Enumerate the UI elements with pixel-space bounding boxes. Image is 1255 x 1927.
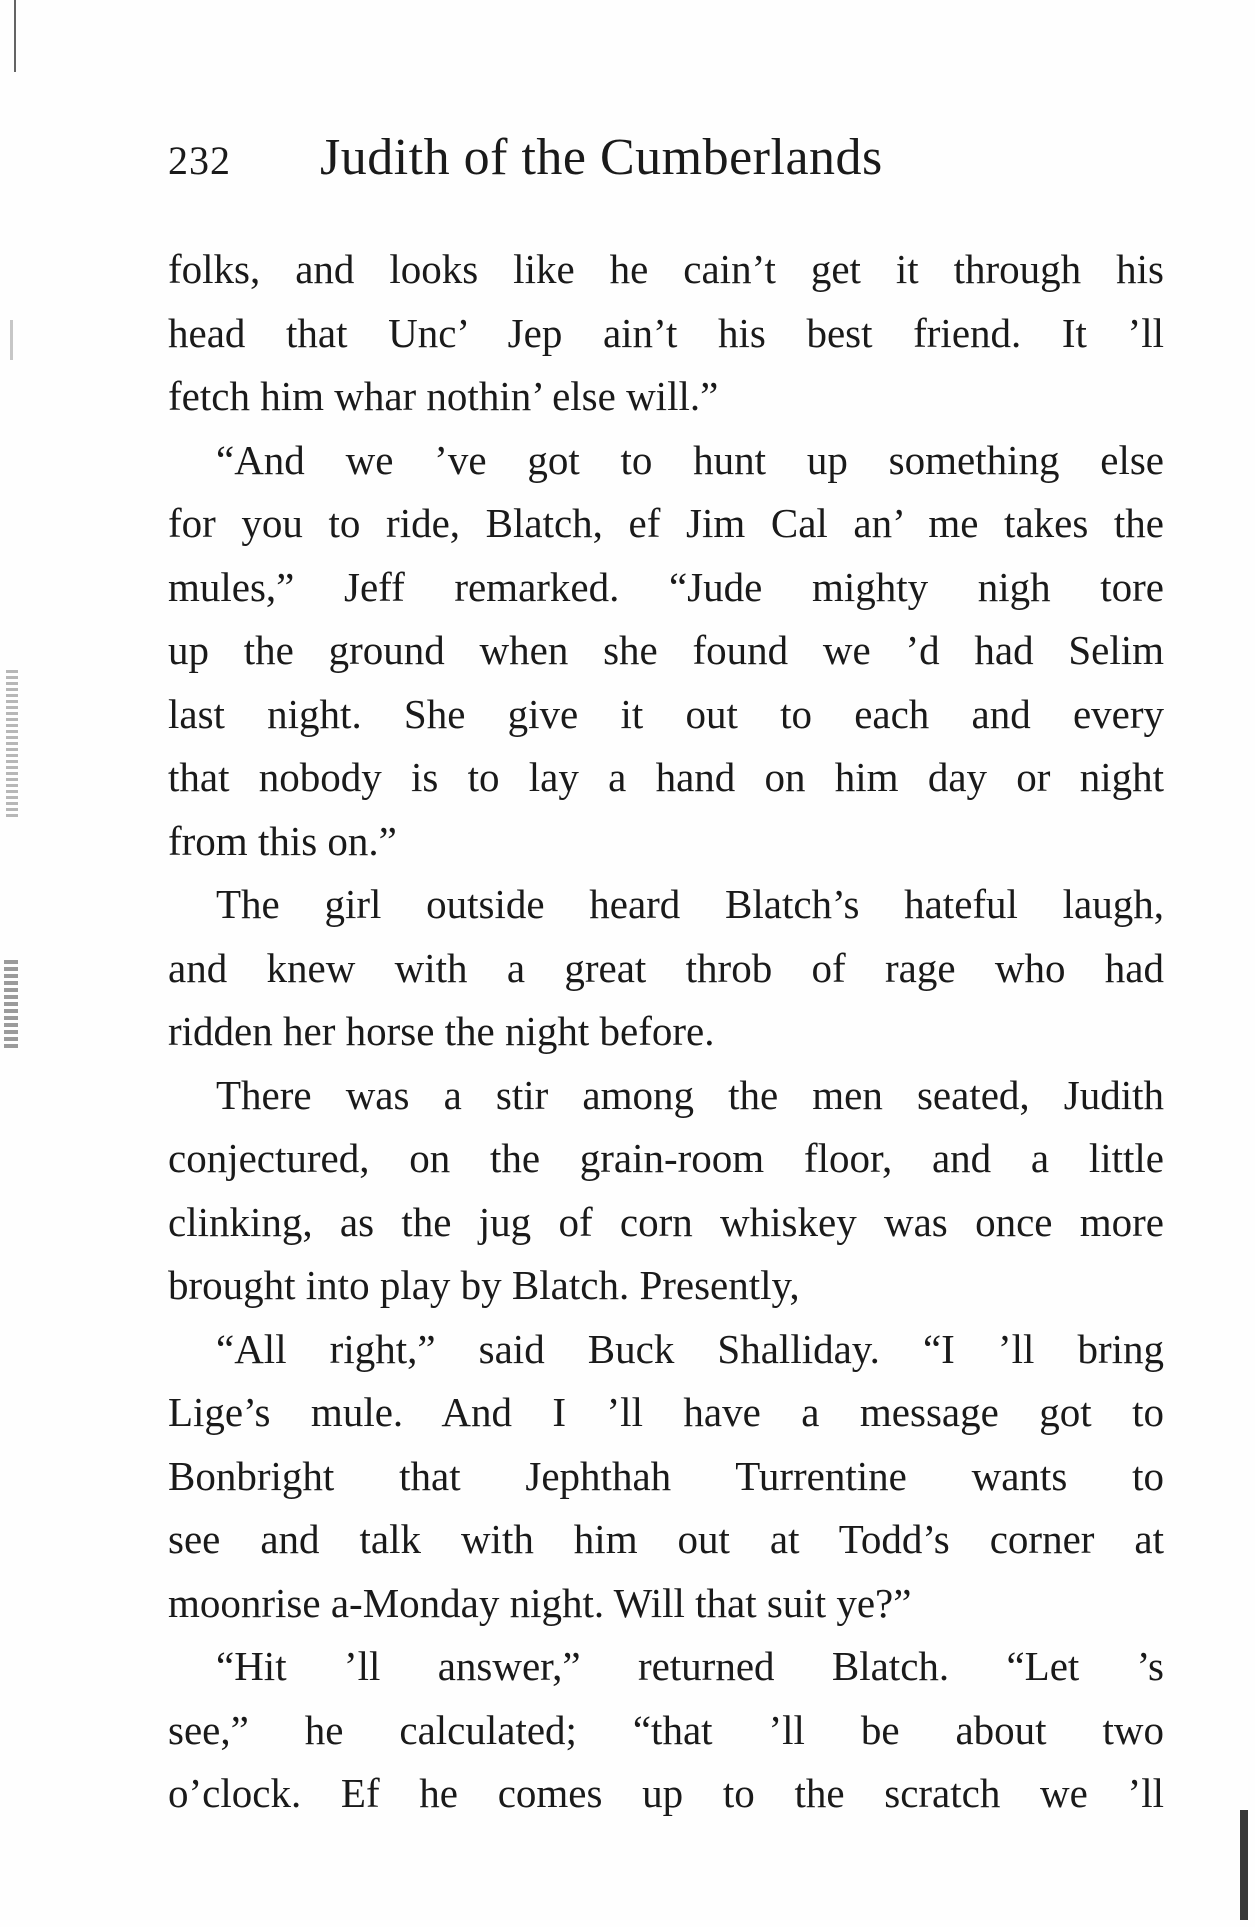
text-line: from this on.” [168,817,397,864]
text-line: There was a stir among the men seated, Judith [216,1071,1164,1118]
text-line: see and talk with him out at Todd’s corner at [168,1516,1164,1562]
text-line: conjectured, on the grain-room floor, and a little [168,1135,1164,1181]
text-line: last night. She give it out to each and every [168,690,1164,737]
page-header [168,128,883,198]
scan-edge-mark [6,670,18,820]
page-number: 232 [168,138,231,183]
scan-edge-mark [10,320,13,360]
text-line: “All right,” said Buck Shalliday. “I ’ll bring [216,1325,1164,1372]
text-line: see,” he calculated; “that ’ll be about two [168,1706,1164,1753]
text-line: head that Unc’ Jep ain’t his best friend. It ’ll [168,309,1164,356]
text-line: brought into play by Blatch. Presently, [168,1262,800,1308]
text-line: Bonbright that Jephthah Turrentine wants to [168,1452,1164,1499]
body-text [168,238,1164,1826]
running-title: Judith of the Cumberlands [320,129,883,186]
text-line: ridden her horse the night before. [168,1008,715,1054]
text-line: up the ground when she found we ’d had Selim [168,627,1164,673]
text-line: The girl outside heard Blatch’s hateful laugh, [216,881,1164,927]
text-line: Lige’s mule. And I ’ll have a message got to [168,1389,1164,1435]
text-line: moonrise a-Monday night. Will that suit ye?” [168,1579,912,1626]
text-line: mules,” Jeff remarked. “Jude mighty nigh tore [168,563,1164,610]
text-line: “And we ’ve got to hunt up something else [216,436,1164,483]
scan-edge-mark [14,0,16,72]
text-line: “Hit ’ll answer,” returned Blatch. “Let ’s [216,1643,1164,1689]
text-line: and knew with a great throb of rage who had [168,944,1164,991]
text-line: o’clock. Ef he comes up to the scratch we ’ll [168,1770,1164,1816]
text-line: for you to ride, Blatch, ef Jim Cal an’ me takes the [168,500,1164,546]
scan-edge-mark [4,960,18,1050]
text-line: folks, and looks like he cain’t get it through his [168,246,1164,292]
text-line: fetch him whar nothin’ else will.” [168,373,719,419]
text-line: clinking, as the jug of corn whiskey was once more [168,1198,1164,1245]
text-line: that nobody is to lay a hand on him day or night [168,754,1164,800]
scan-edge-mark [1240,1810,1248,1920]
